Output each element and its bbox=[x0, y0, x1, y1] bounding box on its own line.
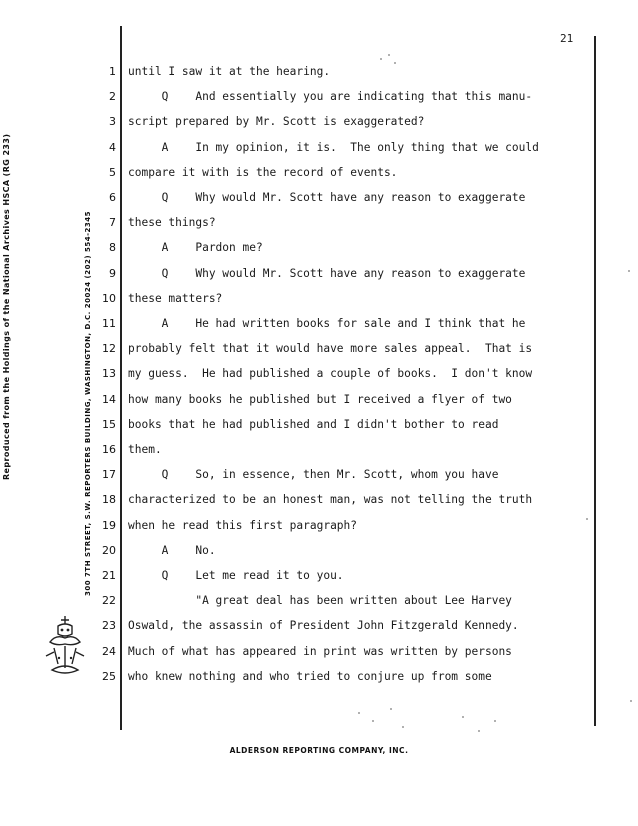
line-number: 18 bbox=[102, 493, 116, 507]
line-text: who knew nothing and who tried to conjure up from some bbox=[128, 669, 492, 683]
scan-speck bbox=[586, 518, 588, 520]
line-text: Much of what has appeared in print was written by persons bbox=[128, 644, 512, 658]
line-text: "A great deal has been written about Lee Harvey bbox=[128, 594, 512, 608]
line-text: them. bbox=[128, 443, 162, 456]
line-number: 17 bbox=[102, 468, 116, 482]
line-number: 13 bbox=[102, 367, 116, 381]
scan-speck bbox=[494, 720, 496, 722]
line-number: 4 bbox=[109, 140, 116, 154]
line-text: how many books he published but I received a flyer of two bbox=[128, 392, 512, 406]
line-number: 5 bbox=[109, 165, 116, 179]
left-margin-rule bbox=[120, 26, 122, 730]
line-number: 21 bbox=[102, 569, 116, 582]
line-text: Q Let me read it to you. bbox=[128, 569, 344, 582]
line-text: A He had written books for sale and I think that he bbox=[128, 317, 526, 330]
line-number: 20 bbox=[102, 543, 116, 557]
line-text: these matters? bbox=[128, 291, 223, 305]
line-text: A Pardon me? bbox=[128, 241, 263, 255]
line-text: probably felt that it would have more sales appeal. That is bbox=[128, 342, 533, 356]
scan-speck bbox=[478, 730, 480, 732]
line-text: until I saw it at the hearing. bbox=[128, 65, 331, 78]
line-text: Q So, in essence, then Mr. Scott, whom you have bbox=[128, 468, 499, 482]
line-text: books that he had published and I didn't bother to read bbox=[128, 417, 499, 431]
line-number: 8 bbox=[109, 241, 116, 255]
line-number: 10 bbox=[102, 291, 116, 305]
line-number: 2 bbox=[109, 90, 116, 104]
page-number: 21 bbox=[560, 32, 574, 45]
line-number: 6 bbox=[109, 191, 116, 204]
archive-watermark: Reproduced from the Holdings of the National Archives HSCA (RG 233) bbox=[2, 133, 11, 480]
line-text: when he read this first paragraph? bbox=[128, 518, 358, 532]
line-number: 9 bbox=[109, 266, 116, 280]
scan-speck bbox=[388, 54, 390, 56]
scan-speck bbox=[394, 62, 396, 64]
line-number: 22 bbox=[102, 594, 116, 608]
line-text: Q Why would Mr. Scott have any reason to exaggerate bbox=[128, 191, 526, 204]
line-text: characterized to be an honest man, was not telling the truth bbox=[128, 493, 533, 507]
line-text: compare it with is the record of events. bbox=[128, 165, 398, 179]
line-number: 12 bbox=[102, 342, 116, 356]
line-text: these things? bbox=[128, 216, 216, 230]
scan-speck bbox=[372, 720, 374, 722]
scan-speck bbox=[402, 726, 404, 728]
line-text: my guess. He had published a couple of books. I don't know bbox=[128, 367, 533, 381]
line-number: 16 bbox=[102, 443, 116, 456]
line-text: Oswald, the assassin of President John Fitzgerald Kennedy. bbox=[128, 619, 519, 633]
scan-speck bbox=[390, 708, 392, 710]
footer-company: ALDERSON REPORTING COMPANY, INC. bbox=[229, 746, 409, 755]
line-number: 1 bbox=[109, 65, 116, 78]
scan-speck bbox=[462, 716, 464, 718]
line-number: 14 bbox=[102, 392, 116, 406]
scan-speck bbox=[630, 700, 632, 702]
right-margin-rule bbox=[594, 36, 596, 726]
scan-speck bbox=[380, 58, 382, 60]
line-number: 11 bbox=[102, 317, 116, 330]
line-text: A No. bbox=[128, 543, 216, 557]
line-text: Q Why would Mr. Scott have any reason to exaggerate bbox=[128, 266, 526, 280]
scan-speck bbox=[628, 270, 630, 272]
line-text: A In my opinion, it is. The only thing that we could bbox=[128, 140, 539, 154]
line-number: 24 bbox=[102, 644, 116, 658]
reporter-address: 300 7TH STREET, S.W. REPORTERS BUILDING, WASHINGTON, D.C. 20024 (202) 554-2345 bbox=[84, 211, 92, 596]
line-number: 19 bbox=[102, 518, 116, 532]
line-text: Q And essentially you are indicating that this manu- bbox=[128, 90, 533, 104]
scan-speck bbox=[358, 712, 360, 714]
line-number: 23 bbox=[102, 619, 116, 633]
reporter-emblem-icon bbox=[44, 612, 86, 678]
line-number: 3 bbox=[109, 115, 116, 129]
line-number: 25 bbox=[102, 669, 116, 683]
line-number: 15 bbox=[102, 417, 116, 431]
line-number: 7 bbox=[109, 216, 116, 230]
line-text: script prepared by Mr. Scott is exaggerated? bbox=[128, 115, 425, 129]
